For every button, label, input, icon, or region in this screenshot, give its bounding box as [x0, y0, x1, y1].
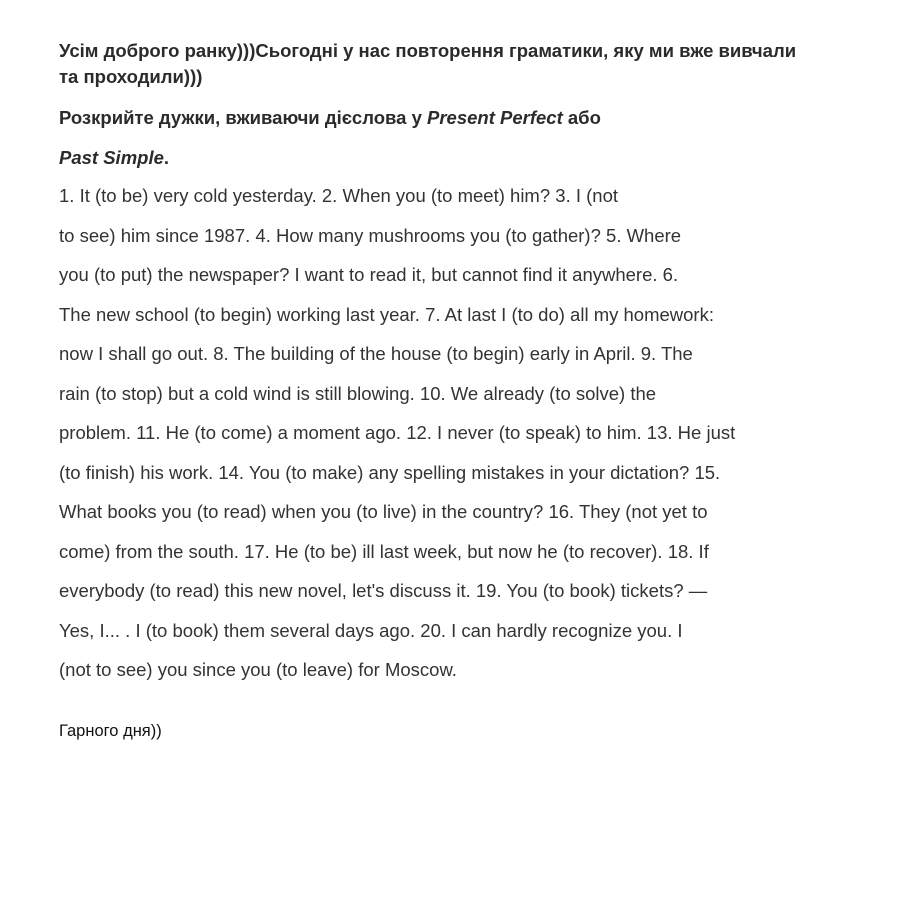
exercise-line: to see) him since 1987. 4. How many mushrooms you (to gather)? 5. Where	[59, 225, 682, 246]
exercise-line: (to finish) his work. 14. You (to make) any spelling mistakes in your dictation? 15.	[59, 462, 721, 483]
exercise-line: come) from the south. 17. He (to be) ill last week, but now he (to recover). 18. If	[59, 541, 709, 562]
farewell-text: Гарного дня))	[59, 722, 162, 740]
exercise-line: 1. It (to be) very cold yesterday. 2. When you (to meet) him? 3. I (not	[59, 185, 619, 206]
instruction-period: .	[163, 147, 170, 168]
tense-present-perfect: Present Perfect	[427, 107, 563, 128]
exercise-line: now I shall go out. 8. The building of the house (to begin) early in April. 9. The	[59, 343, 693, 364]
exercise-line: The new school (to begin) working last year. 7. At last I (to do) all my homework:	[59, 304, 714, 325]
exercise-line: everybody (to read) this new novel, let's discuss it. 19. You (to book) tickets? —	[59, 580, 708, 601]
instruction-line-2	[59, 145, 859, 171]
instruction-line-1	[59, 105, 859, 131]
instruction-connector: або	[562, 107, 601, 128]
exercise-line: What books you (to read) when you (to live) in the country? 16. They (not yet to	[59, 501, 708, 522]
exercise-line: problem. 11. He (to come) a moment ago. 12. I never (to speak) to him. 13. He just	[59, 422, 736, 443]
exercise-line: Yes, I... . I (to book) them several days ago. 20. I can hardly recognize you. I	[59, 620, 683, 641]
tense-past-simple: Past Simple	[59, 147, 164, 168]
exercise-line: you (to put) the newspaper? I want to read it, but cannot find it anywhere. 6.	[59, 264, 679, 285]
greeting-text: Усім доброго ранку)))Сьогодні у нас повторення граматики, яку ми вже вивчали та проходили)))	[59, 40, 797, 87]
exercise-line: rain (to stop) but a cold wind is still blowing. 10. We already (to solve) the	[59, 383, 657, 404]
exercise-line: (not to see) you since you (to leave) for Moscow.	[59, 659, 457, 680]
instruction-prefix: Розкрийте дужки, вживаючи дієслова у	[59, 107, 428, 128]
